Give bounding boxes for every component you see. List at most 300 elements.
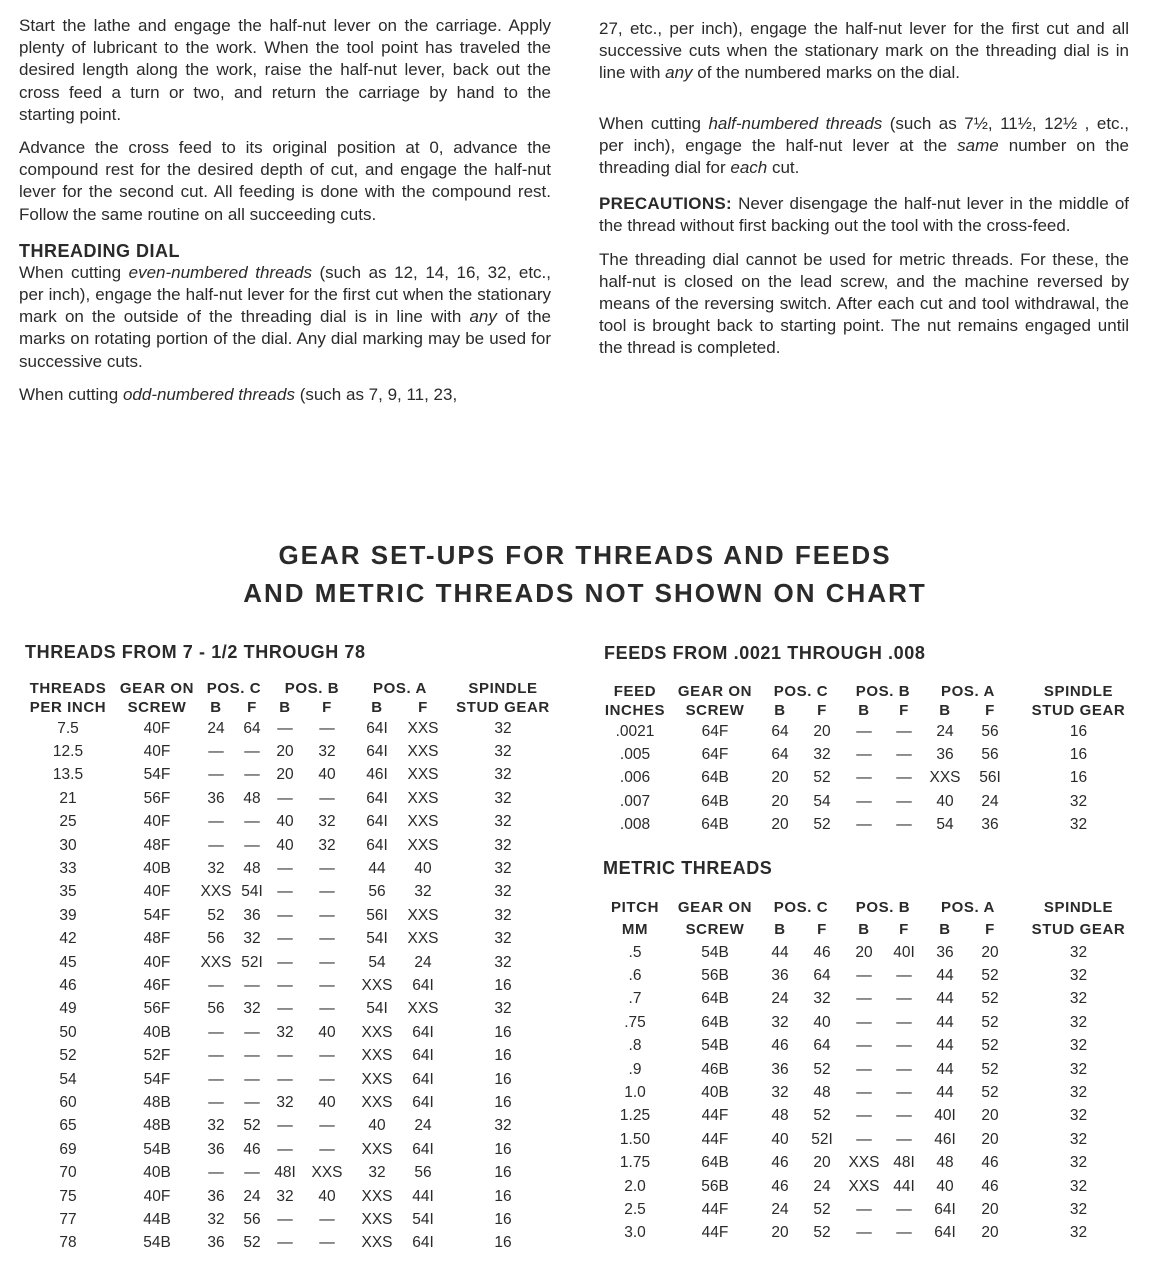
paragraph-odd-threads-continued: 27, etc., per inch), engage the half-nut lever for the first cut and all successive cuts when the stationary mark on the threading dial is in line with any of the numbered marks on the dial. xyxy=(599,19,1129,83)
col-feed: FEED xyxy=(613,683,657,700)
table-cell: 24 xyxy=(414,953,432,971)
table-cell: — xyxy=(856,792,872,810)
table-cell: 40 xyxy=(414,860,432,878)
table-cell: — xyxy=(319,1234,335,1252)
table-row xyxy=(599,767,1144,790)
table-row xyxy=(599,1128,1144,1151)
table-cell: — xyxy=(896,746,912,764)
table-cell: 32 xyxy=(207,1210,225,1228)
table-row xyxy=(20,764,560,787)
table-cell: XXS xyxy=(407,906,439,924)
table-cell: 48 xyxy=(936,1154,954,1172)
table-cell: 44I xyxy=(412,1187,434,1205)
table-cell: XXS xyxy=(848,1154,880,1172)
table-cell: 46I xyxy=(366,766,388,784)
table-cell: 60 xyxy=(59,1093,77,1111)
table-cell: XXS xyxy=(361,1023,393,1041)
table-cell: — xyxy=(319,930,335,948)
table-cell: — xyxy=(319,1140,335,1158)
col-c-b: B xyxy=(774,702,786,719)
table-cell: 39 xyxy=(59,906,77,924)
table-row xyxy=(20,1021,560,1044)
table-cell: 46 xyxy=(981,1154,999,1172)
table-cell: 1.25 xyxy=(619,1107,651,1125)
table-cell: 1.75 xyxy=(619,1154,651,1172)
table-cell: 32 xyxy=(494,743,512,761)
table-row xyxy=(20,928,560,951)
table-cell: 64B xyxy=(701,769,729,787)
table-cell: 64 xyxy=(243,719,261,737)
threads-header-row-2 xyxy=(20,698,560,717)
table-cell: 40 xyxy=(936,1177,954,1195)
col-c-f: F xyxy=(247,699,257,716)
table-cell: 24 xyxy=(207,719,225,737)
col-a-b: B xyxy=(939,920,951,938)
table-row xyxy=(20,1115,560,1138)
table-cell: — xyxy=(277,953,293,971)
table-cell: 32 xyxy=(1069,816,1088,834)
table-cell: 20 xyxy=(813,1154,831,1172)
table-cell: 40B xyxy=(143,1164,171,1182)
paragraph-advance-cross-feed: Advance the cross feed to its original position at 0, advance the compound rest for the desired depth of cut, and engage the half-nut lever for the second cut. All feeding is done with the compound rest. Follow the same routine on all succeeding cuts. xyxy=(19,138,551,224)
table-cell: XXS xyxy=(361,1187,393,1205)
table-cell: 64B xyxy=(701,1154,729,1172)
table-cell: 52 xyxy=(813,1200,831,1218)
table-cell: 16 xyxy=(494,1210,512,1228)
table-cell: 54B xyxy=(701,1037,729,1055)
table-cell: 54 xyxy=(368,953,386,971)
col-pos-c: POS. C xyxy=(206,680,262,697)
table-cell: 52 xyxy=(243,1117,261,1135)
table-row xyxy=(599,1175,1144,1198)
table-cell: 48I xyxy=(274,1164,296,1182)
table-cell: 36 xyxy=(243,906,261,924)
table-cell: 32 xyxy=(207,860,225,878)
table-cell: 56 xyxy=(981,722,999,740)
table-cell: .005 xyxy=(619,746,651,764)
col-mm: MM xyxy=(621,920,649,938)
col-c-f: F xyxy=(817,920,827,938)
table-cell: .006 xyxy=(619,769,651,787)
table-cell: 48 xyxy=(813,1084,831,1102)
table-cell: 52I xyxy=(811,1130,833,1148)
table-cell: 64I xyxy=(412,1093,434,1111)
table-row xyxy=(20,717,560,740)
table-cell: 64F xyxy=(701,746,729,764)
table-row xyxy=(20,1138,560,1161)
table-cell: 46 xyxy=(771,1037,789,1055)
table-row xyxy=(599,1081,1144,1104)
table-cell: — xyxy=(896,769,912,787)
table-cell: — xyxy=(896,816,912,834)
table-cell: 32 xyxy=(1069,1200,1088,1218)
table-cell: 30 xyxy=(59,836,77,854)
table-cell: 65 xyxy=(59,1117,77,1135)
table-cell: .0021 xyxy=(615,722,655,740)
table-row xyxy=(599,1035,1144,1058)
table-cell: 54 xyxy=(813,792,831,810)
table-row xyxy=(599,1011,1144,1034)
table-cell: 64I xyxy=(366,789,388,807)
threading-dial-heading: THREADING DIAL xyxy=(19,240,180,261)
table-cell: 20 xyxy=(771,769,789,787)
table-row xyxy=(20,834,560,857)
table-cell: 77 xyxy=(59,1210,77,1228)
table-cell: 48B xyxy=(143,1093,171,1111)
table-cell: 46 xyxy=(243,1140,261,1158)
col-a-f: F xyxy=(985,702,995,719)
table-cell: 52 xyxy=(813,816,831,834)
table-cell: 52 xyxy=(243,1234,261,1252)
table-cell: .75 xyxy=(624,1013,646,1031)
table-cell: 56 xyxy=(368,883,386,901)
feeds-table xyxy=(599,682,1144,837)
table-cell: 40F xyxy=(143,953,171,971)
table-row xyxy=(599,1222,1144,1245)
feeds-header-row-1 xyxy=(599,682,1144,701)
table-row xyxy=(20,1068,560,1091)
table-cell: 24 xyxy=(936,722,954,740)
table-row xyxy=(599,1058,1144,1081)
table-cell: 54 xyxy=(936,816,954,834)
table-cell: 24 xyxy=(414,1117,432,1135)
table-cell: 2.5 xyxy=(624,1200,646,1218)
table-cell: — xyxy=(277,1047,293,1065)
table-row xyxy=(20,1044,560,1067)
table-cell: 75 xyxy=(59,1187,77,1205)
table-cell: 32 xyxy=(1069,1107,1088,1125)
table-cell: — xyxy=(856,1037,872,1055)
table-cell: 48I xyxy=(893,1154,915,1172)
table-cell: 12.5 xyxy=(52,743,84,761)
table-cell: 44F xyxy=(701,1107,729,1125)
table-row xyxy=(599,743,1144,766)
table-row xyxy=(20,904,560,927)
table-cell: 20 xyxy=(855,943,873,961)
table-cell: 32 xyxy=(318,813,336,831)
table-cell: 44 xyxy=(771,943,789,961)
table-cell: .5 xyxy=(628,943,642,961)
table-cell: 35 xyxy=(59,883,77,901)
table-cell: — xyxy=(319,789,335,807)
table-row xyxy=(20,740,560,763)
table-cell: 46 xyxy=(981,1177,999,1195)
table-cell: 32 xyxy=(276,1093,294,1111)
table-cell: — xyxy=(244,976,260,994)
table-cell: 16 xyxy=(1069,746,1088,764)
table-cell: 52 xyxy=(207,906,225,924)
table-cell: — xyxy=(896,722,912,740)
table-cell: — xyxy=(244,766,260,784)
table-cell: — xyxy=(277,1117,293,1135)
table-cell: 64I xyxy=(366,743,388,761)
table-cell: 21 xyxy=(59,789,77,807)
table-row xyxy=(599,1152,1144,1175)
table-cell: — xyxy=(277,1140,293,1158)
table-cell: 54B xyxy=(143,1140,171,1158)
table-cell: 20 xyxy=(771,792,789,810)
table-cell: 40 xyxy=(771,1130,789,1148)
table-cell: 32 xyxy=(414,883,432,901)
table-cell: 32 xyxy=(771,1084,789,1102)
table-row xyxy=(20,1091,560,1114)
table-cell: 44 xyxy=(936,967,954,985)
table-cell: 52 xyxy=(813,1060,831,1078)
table-cell: — xyxy=(319,953,335,971)
table-cell: 36 xyxy=(207,1187,225,1205)
table-cell: — xyxy=(896,792,912,810)
table-cell: 52 xyxy=(813,769,831,787)
table-cell: XXS xyxy=(407,766,439,784)
table-cell: XXS xyxy=(407,789,439,807)
table-cell: 64B xyxy=(701,792,729,810)
table-cell: — xyxy=(244,1093,260,1111)
table-cell: 56F xyxy=(143,789,171,807)
table-cell: 44 xyxy=(936,1037,954,1055)
paragraph-precautions: PRECAUTIONS: Never disengage the half-nut lever in the middle of the thread without first backing out the tool with the cross-feed. xyxy=(599,194,1129,236)
metric-section-title: METRIC THREADS xyxy=(603,858,773,878)
table-cell: — xyxy=(277,719,293,737)
table-cell: 32 xyxy=(494,906,512,924)
table-cell: 25 xyxy=(59,813,77,831)
table-cell: — xyxy=(896,1084,912,1102)
table-cell: 20 xyxy=(276,743,294,761)
table-cell: — xyxy=(319,883,335,901)
table-cell: 32 xyxy=(243,930,261,948)
table-cell: 64B xyxy=(701,816,729,834)
table-cell: 54I xyxy=(366,930,388,948)
paragraph-even-threads: When cutting even-numbered threads (such as 12, 14, 16, 32, etc., per inch), engage the half-nut lever for the first cut when the stationary mark on the outside of the threading dial is in line with any of the marks on rotating portion of the dial. Any dial marking may be used for successive cuts. xyxy=(19,262,551,371)
table-cell: XXS xyxy=(407,836,439,854)
table-row xyxy=(599,814,1144,837)
table-cell: — xyxy=(896,1107,912,1125)
table-cell: 16 xyxy=(1069,769,1088,787)
col-a-f: F xyxy=(418,699,428,716)
table-row xyxy=(20,1185,560,1208)
col-spindle: SPINDLE xyxy=(468,680,538,697)
table-cell: — xyxy=(319,719,335,737)
col-pos-b: POS. B xyxy=(855,899,911,916)
table-cell: — xyxy=(896,1200,912,1218)
col-screw: SCREW xyxy=(685,920,745,938)
col-b-f: F xyxy=(899,920,909,938)
col-b-b: B xyxy=(279,699,291,716)
col-stud-gear: STUD GEAR xyxy=(456,699,550,716)
table-cell: — xyxy=(856,1060,872,1078)
table-cell: 40B xyxy=(143,860,171,878)
col-inches: INCHES xyxy=(604,702,666,719)
table-cell: 3.0 xyxy=(624,1224,646,1242)
table-cell: 48 xyxy=(243,789,261,807)
table-cell: 54F xyxy=(143,1070,171,1088)
table-row xyxy=(599,941,1144,964)
table-cell: 32 xyxy=(494,860,512,878)
threads-table xyxy=(20,679,560,1255)
table-cell: 2.0 xyxy=(624,1177,646,1195)
table-cell: 40B xyxy=(143,1023,171,1041)
table-cell: 40F xyxy=(143,743,171,761)
table-cell: XXS xyxy=(200,953,232,971)
table-cell: — xyxy=(208,743,224,761)
table-row xyxy=(20,811,560,834)
table-cell: 52 xyxy=(813,1107,831,1125)
table-cell: 16 xyxy=(494,1047,512,1065)
table-cell: 40I xyxy=(893,943,915,961)
table-cell: — xyxy=(277,1210,293,1228)
table-cell: — xyxy=(277,860,293,878)
table-cell: 20 xyxy=(981,1224,999,1242)
table-cell: 44F xyxy=(701,1130,729,1148)
table-cell: XXS xyxy=(848,1177,880,1195)
table-cell: — xyxy=(208,1023,224,1041)
table-cell: 36 xyxy=(981,816,999,834)
col-gear-on: GEAR ON xyxy=(119,680,195,697)
paragraph-metric-dial: The threading dial cannot be used for metric threads. For these, the half-nut is closed on the lead screw, and the machine reversed by means of the reversing switch. After each cut and tool withdrawal, the tool is brought back to starting point. The nut remains engaged until the thread is completed. xyxy=(599,249,1129,358)
table-cell: 46 xyxy=(59,976,77,994)
table-cell: .8 xyxy=(628,1037,642,1055)
table-cell: 52 xyxy=(981,1013,999,1031)
table-cell: 16 xyxy=(494,1234,512,1252)
table-cell: 40I xyxy=(934,1107,956,1125)
table-cell: 32 xyxy=(1069,792,1088,810)
table-cell: — xyxy=(244,1047,260,1065)
table-cell: 20 xyxy=(981,1200,999,1218)
table-cell: 32 xyxy=(813,746,831,764)
table-cell: 24 xyxy=(771,990,789,1008)
table-cell: — xyxy=(319,1000,335,1018)
table-cell: 44 xyxy=(936,1060,954,1078)
table-cell: 32 xyxy=(1069,1060,1088,1078)
table-cell: — xyxy=(856,967,872,985)
table-cell: 7.5 xyxy=(57,719,79,737)
table-cell: 64I xyxy=(412,1234,434,1252)
table-cell: 54F xyxy=(143,766,171,784)
table-cell: 16 xyxy=(494,1070,512,1088)
table-cell: XXS xyxy=(361,976,393,994)
table-cell: — xyxy=(208,1047,224,1065)
col-b-b: B xyxy=(858,702,870,719)
table-cell: 20 xyxy=(771,1224,789,1242)
table-cell: 32 xyxy=(1069,1084,1088,1102)
table-cell: — xyxy=(208,1164,224,1182)
table-cell: 54B xyxy=(701,943,729,961)
page-title xyxy=(0,536,1152,612)
table-cell: 64B xyxy=(701,1013,729,1031)
table-cell: 40B xyxy=(701,1084,729,1102)
table-cell: .9 xyxy=(628,1060,642,1078)
table-cell: XXS xyxy=(407,743,439,761)
table-cell: — xyxy=(208,1070,224,1088)
col-c-b: B xyxy=(210,699,222,716)
table-cell: — xyxy=(244,813,260,831)
right-text-column xyxy=(599,18,1129,371)
paragraph-start-lathe: Start the lathe and engage the half-nut lever on the carriage. Apply plenty of lubricant to the work. When the tool point has traveled the desired length along the work, raise the half-nut lever, back out the cross feed a turn or two, and return the carriage by hand to the starting point. xyxy=(19,16,551,124)
col-gear-on: GEAR ON xyxy=(677,899,753,916)
table-cell: 44 xyxy=(936,1013,954,1031)
table-cell: 49 xyxy=(59,1000,77,1018)
table-cell: 56 xyxy=(207,1000,225,1018)
table-cell: 32 xyxy=(494,1117,512,1135)
table-cell: 56 xyxy=(243,1210,261,1228)
table-cell: 44B xyxy=(143,1210,171,1228)
table-cell: 32 xyxy=(494,1000,512,1018)
table-cell: 32 xyxy=(1069,1177,1088,1195)
table-cell: 64F xyxy=(701,722,729,740)
table-cell: 44 xyxy=(936,990,954,1008)
table-cell: — xyxy=(244,743,260,761)
table-cell: XXS xyxy=(407,719,439,737)
table-cell: — xyxy=(277,1234,293,1252)
table-row xyxy=(20,857,560,880)
table-cell: 36 xyxy=(936,943,954,961)
table-cell: 42 xyxy=(59,930,77,948)
table-cell: 32 xyxy=(771,1013,789,1031)
table-cell: — xyxy=(896,1224,912,1242)
table-cell: 46 xyxy=(813,943,831,961)
table-cell: 64 xyxy=(813,967,831,985)
table-cell: .7 xyxy=(628,990,642,1008)
table-cell: 20 xyxy=(981,943,999,961)
table-cell: 32 xyxy=(494,930,512,948)
table-cell: XXS xyxy=(361,1070,393,1088)
table-cell: 32 xyxy=(243,1000,261,1018)
table-cell: 54B xyxy=(143,1234,171,1252)
col-pos-c: POS. C xyxy=(773,899,829,916)
table-cell: 36 xyxy=(771,967,789,985)
table-cell: 20 xyxy=(981,1130,999,1148)
table-cell: 40 xyxy=(318,1093,336,1111)
title-line-1: GEAR SET-UPS FOR THREADS AND FEEDS xyxy=(278,540,892,570)
table-cell: — xyxy=(896,990,912,1008)
col-pos-a: POS. A xyxy=(941,899,995,916)
col-stud-gear: STUD GEAR xyxy=(1031,702,1126,719)
table-cell: — xyxy=(856,722,872,740)
col-c-b: B xyxy=(774,920,786,938)
table-cell: 54I xyxy=(366,1000,388,1018)
table-cell: 52F xyxy=(143,1047,171,1065)
feeds-section-title: FEEDS FROM .0021 THROUGH .008 xyxy=(604,643,926,663)
table-cell: 16 xyxy=(494,1093,512,1111)
table-cell: 46F xyxy=(143,976,171,994)
table-cell: 36 xyxy=(936,746,954,764)
table-cell: 69 xyxy=(59,1140,77,1158)
table-cell: XXS xyxy=(929,769,961,787)
table-cell: 64I xyxy=(412,1047,434,1065)
table-row xyxy=(20,1161,560,1184)
col-per-inch: PER INCH xyxy=(29,699,107,716)
table-cell: XXS xyxy=(361,1210,393,1228)
table-cell: .007 xyxy=(619,792,651,810)
table-cell: 64I xyxy=(366,813,388,831)
table-cell: 64I xyxy=(412,1070,434,1088)
table-cell: — xyxy=(244,836,260,854)
col-b-b: B xyxy=(858,920,870,938)
table-row xyxy=(20,974,560,997)
table-cell: 24 xyxy=(243,1187,261,1205)
table-cell: — xyxy=(244,1023,260,1041)
table-cell: 32 xyxy=(494,766,512,784)
table-cell: 78 xyxy=(59,1234,77,1252)
table-cell: — xyxy=(208,836,224,854)
table-cell: 32 xyxy=(1069,1013,1088,1031)
table-cell: 40 xyxy=(368,1117,386,1135)
table-cell: — xyxy=(277,883,293,901)
table-cell: 45 xyxy=(59,953,77,971)
table-cell: 40 xyxy=(276,836,294,854)
metric-table xyxy=(599,898,1144,1245)
table-row xyxy=(20,1232,560,1255)
table-cell: — xyxy=(856,1130,872,1148)
